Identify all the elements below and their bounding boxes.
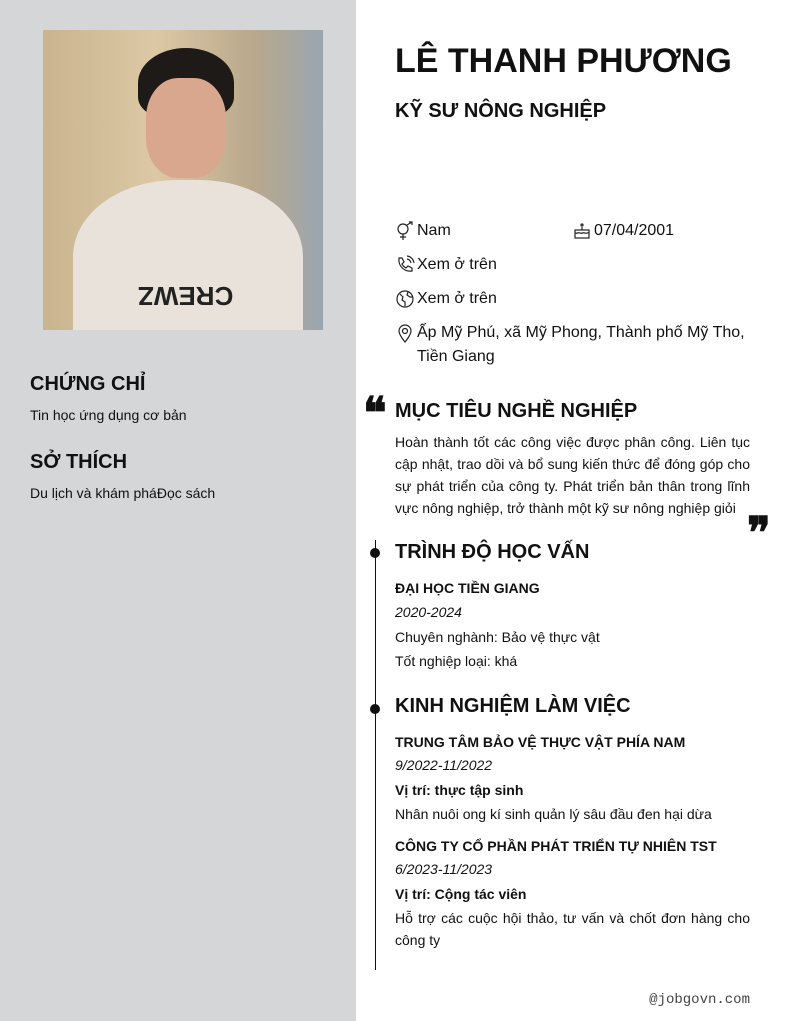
hobbies-text: Du lịch và khám pháĐọc sách: [30, 485, 216, 501]
gender-row: [395, 219, 451, 243]
timeline-dot: [370, 704, 380, 714]
objective-text: Hoàn thành tốt các công việc được phân công. Liên tục cập nhật, trao dồi và bổ sung kiến thức để đóng góp cho sự phát triển của công ty. Phát triển bản thân trong lĩnh vực nông nghiệp, trở thành một kỹ sư nông nghiệp giỏi: [395, 434, 750, 516]
timeline-line: [375, 540, 376, 970]
gender-icon: [395, 221, 415, 241]
website-row: [395, 287, 497, 311]
experience-heading: KINH NGHIỆM LÀM VIỆC: [395, 695, 631, 717]
shirt-print: CREWZ: [138, 281, 234, 311]
phone-row: [395, 253, 497, 277]
job-description: Nhân nuôi ong kí sinh quản lý sâu đầu đen hại dừa: [395, 806, 712, 822]
birthdate-value: 07/04/2001: [594, 222, 675, 239]
timeline-dot: [370, 548, 380, 558]
education-heading: TRÌNH ĐỘ HỌC VẤN: [395, 541, 590, 563]
profile-photo: [43, 30, 323, 330]
full-name: LÊ THANH PHƯƠNG: [395, 42, 732, 80]
website-value: Xem ở trên: [417, 290, 497, 307]
footer-watermark: @jobgovn.com: [649, 992, 750, 1008]
globe-icon: [395, 289, 415, 309]
location-pin-icon: [395, 323, 415, 343]
company-name: TRUNG TÂM BẢO VỆ THỰC VẬT PHÍA NAM: [395, 734, 686, 750]
job-position: Vị trí: thực tập sinh: [395, 782, 524, 798]
school-name: ĐẠI HỌC TIỀN GIANG: [395, 580, 540, 596]
open-quote-icon: ❝: [363, 388, 387, 439]
education-period: 2020-2024: [395, 604, 462, 620]
close-quote-icon: ❞: [747, 508, 771, 559]
job-position: Vị trí: Cộng tác viên: [395, 886, 527, 902]
gender-value: Nam: [417, 222, 451, 239]
hobbies-heading: SỞ THÍCH: [30, 451, 128, 473]
certificates-text: Tin học ứng dụng cơ bản: [30, 407, 187, 423]
objective-heading: MỤC TIÊU NGHỀ NGHIỆP: [395, 400, 638, 422]
education-major: Chuyên nghành: Bảo vệ thực vật: [395, 629, 600, 645]
company-name: CÔNG TY CỔ PHẦN PHÁT TRIỂN TỰ NHIÊN TST: [395, 838, 717, 854]
birthdate-row: [572, 219, 674, 243]
address-row: [395, 321, 755, 369]
phone-icon: [395, 255, 415, 275]
job-description: Hỗ trợ các cuộc hội thảo, tư vấn và chốt đơn hàng cho công ty: [395, 910, 750, 948]
education-grade: Tốt nghiệp loại: khá: [395, 653, 518, 669]
certificates-heading: CHỨNG CHỈ: [30, 373, 146, 395]
cake-icon: [572, 221, 592, 241]
job-period: 6/2023-11/2023: [395, 861, 493, 877]
address-value: Ấp Mỹ Phú, xã Mỹ Phong, Thành phố Mỹ Tho, Tiền Giang: [417, 324, 745, 365]
sidebar: [0, 0, 356, 1021]
job-title: KỸ SƯ NÔNG NGHIỆP: [395, 100, 607, 122]
job-period: 9/2022-11/2022: [395, 757, 493, 773]
phone-value: Xem ở trên: [417, 256, 497, 273]
